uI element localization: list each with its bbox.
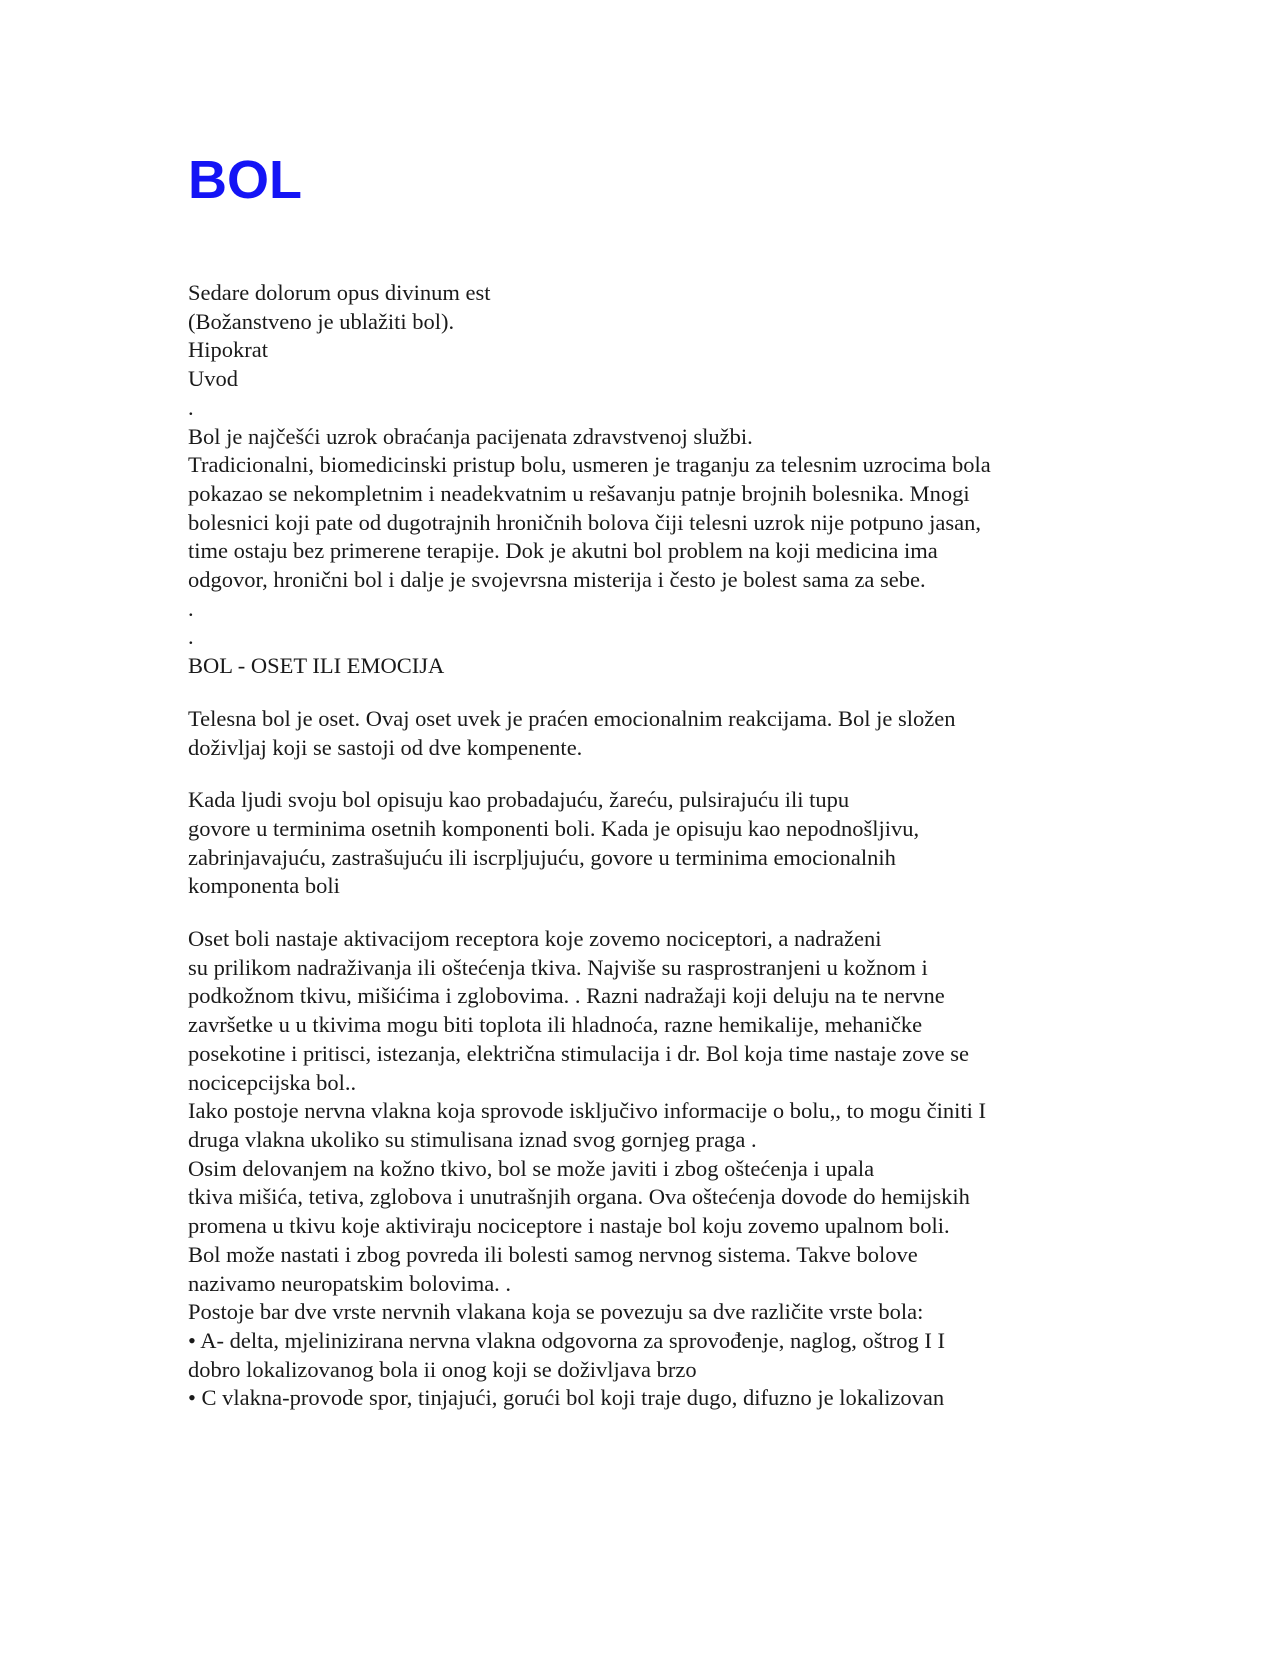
paragraph-line: Iako postoje nervna vlakna koja sprovode isključivo informacije o bolu,, to mogu činiti I bbox=[188, 1098, 986, 1124]
intro-line: Tradicionalni, biomedicinski pristup bolu, usmeren je traganju za telesnim uzrocima bola bbox=[188, 452, 991, 478]
paragraph-line: Bol može nastati i zbog povreda ili bolesti samog nervnog sistema. Takve bolove bbox=[188, 1241, 918, 1267]
intro-dot: . bbox=[188, 394, 194, 420]
intro-line: time ostaju bez primerene terapije. Dok je akutni bol problem na koji medicina ima bbox=[188, 538, 938, 564]
paragraph-line: Oset boli nastaje aktivacijom receptora koje zovemo nociceptori, a nadraženi bbox=[188, 926, 882, 952]
document-body bbox=[188, 279, 1188, 1413]
section-heading: BOL - OSET ILI EMOCIJA bbox=[188, 653, 445, 679]
paragraph-line: Telesna bol je oset. Ovaj oset uvek je praćen emocionalnim reakcijama. Bol je složen bbox=[188, 705, 956, 731]
intro-heading: Uvod bbox=[188, 366, 238, 392]
paragraph-line: nazivamo neuropatskim bolovima. . bbox=[188, 1270, 512, 1296]
list-item: dobro lokalizovanog bola ii onog koji se doživljava brzo bbox=[188, 1356, 697, 1382]
intro-line: odgovor, hronični bol i dalje je svojevrsna misterija i često je bolest sama za sebe. bbox=[188, 567, 926, 593]
paragraph-line: podkožnom tkivu, mišićima i zglobovima. . Razni nadražaji koji deluju na te nervne bbox=[188, 983, 945, 1009]
intro-line: pokazao se nekompletnim i neadekvatnim u rešavanju patnje brojnih bolesnika. Mnogi bbox=[188, 480, 970, 506]
intro-line: Bol je najčešći uzrok obraćanja pacijenata zdravstvenoj službi. bbox=[188, 423, 753, 449]
paragraph-line: govore u terminima osetnih komponenti boli. Kada je opisuju kao nepodnošljivu, bbox=[188, 815, 920, 841]
intro-dot: . bbox=[188, 624, 194, 650]
paragraph-line: Postoje bar dve vrste nervnih vlakana koja se povezuju sa dve različite vrste bola: bbox=[188, 1299, 924, 1325]
paragraph-line: tkiva mišića, tetiva, zglobova i unutrašnjih organa. Ova oštećenja dovode do hemijskih bbox=[188, 1184, 970, 1210]
paragraph-line: promena u tkivu koje aktiviraju nociceptore i nastaje bol koju zovemo upalnom boli. bbox=[188, 1213, 950, 1239]
paragraph-line: posekotine i pritisci, istezanja, električna stimulacija i dr. Bol koja time nastaje zove se bbox=[188, 1040, 970, 1066]
paragraph-line: doživljaj koji se sastoji od dve kompenente. bbox=[188, 734, 583, 760]
document-title: BOL bbox=[188, 150, 302, 210]
quote-latin: Sedare dolorum opus divinum est bbox=[188, 280, 491, 305]
intro-line: bolesnici koji pate od dugotrajnih hroničnih bolova čiji telesni uzrok nije potpuno jasan, bbox=[188, 509, 981, 535]
paragraph-line: zabrinjavajuću, zastrašujuću ili iscrpljujuću, govore u terminima emocionalnih bbox=[188, 844, 896, 870]
paragraph-line: Kada ljudi svoju bol opisuju kao probadajuću, žareću, pulsirajuću ili tupu bbox=[188, 787, 850, 813]
quote-translation: (Božanstveno je ublažiti bol). bbox=[188, 308, 455, 334]
list-item: • C vlakna-provode spor, tinjajući, gorući bol koji traje dugo, difuzno je lokalizovan bbox=[188, 1385, 945, 1411]
paragraph-line: su prilikom nadraživanja ili oštećenja tkiva. Najviše su rasprostranjeni u kožnom i bbox=[188, 954, 928, 980]
intro-dot: . bbox=[188, 595, 194, 621]
paragraph-line: druga vlakna ukoliko su stimulisana iznad svog gornjeg praga . bbox=[188, 1126, 757, 1152]
quote-author: Hipokrat bbox=[188, 337, 268, 363]
paragraph-line: nocicepcijska bol.. bbox=[188, 1069, 357, 1095]
paragraph-line: Osim delovanjem na kožno tkivo, bol se može javiti i zbog oštećenja i upala bbox=[188, 1155, 875, 1181]
list-item: • A- delta, mjelinizirana nervna vlakna odgovorna za sprovođenje, naglog, oštrog I I bbox=[188, 1327, 946, 1353]
paragraph-line: završetke u u tkivima mogu biti toplota ili hladnoća, razne hemikalije, mehaničke bbox=[188, 1012, 923, 1038]
paragraph-line: komponenta boli bbox=[188, 873, 340, 899]
